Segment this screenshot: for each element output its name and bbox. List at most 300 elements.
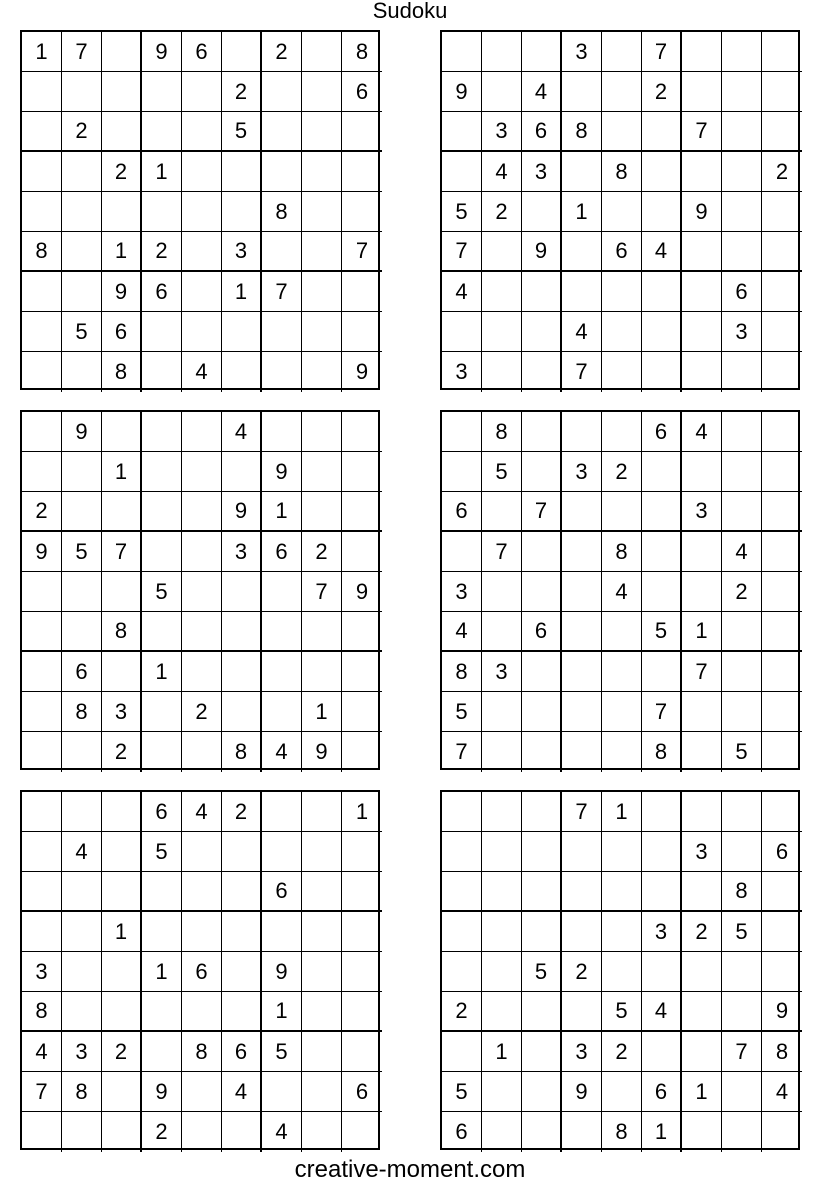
sudoku-cell [102, 652, 142, 692]
sudoku-cell [522, 912, 562, 952]
sudoku-cell [562, 72, 602, 112]
sudoku-cell: 1 [222, 272, 262, 312]
sudoku-cell: 1 [142, 152, 182, 192]
sudoku-cell [682, 572, 722, 612]
sudoku-cell [482, 352, 522, 392]
sudoku-cell [682, 312, 722, 352]
sudoku-cell [262, 352, 302, 392]
sudoku-cell [682, 992, 722, 1032]
sudoku-cell [62, 992, 102, 1032]
sudoku-cell [62, 952, 102, 992]
sudoku-cell: 3 [682, 492, 722, 532]
sudoku-cell [522, 992, 562, 1032]
sudoku-cell: 1 [142, 952, 182, 992]
sudoku-cell: 4 [222, 412, 262, 452]
sudoku-cell [142, 312, 182, 352]
sudoku-cell [342, 492, 382, 532]
sudoku-cell [62, 72, 102, 112]
sudoku-cell [482, 1072, 522, 1112]
sudoku-cell: 3 [102, 692, 142, 732]
sudoku-cell: 5 [442, 1072, 482, 1112]
sudoku-cell [682, 72, 722, 112]
sudoku-cell [22, 732, 62, 772]
sudoku-cell [602, 1072, 642, 1112]
sudoku-cell: 9 [222, 492, 262, 532]
sudoku-cell: 6 [602, 232, 642, 272]
sudoku-cell: 2 [222, 72, 262, 112]
sudoku-cell [182, 112, 222, 152]
sudoku-cell [302, 492, 342, 532]
sudoku-cell [562, 692, 602, 732]
sudoku-cell [762, 952, 802, 992]
sudoku-cell: 6 [642, 1072, 682, 1112]
sudoku-cell: 5 [642, 612, 682, 652]
sudoku-cell [602, 112, 642, 152]
sudoku-cell: 9 [682, 192, 722, 232]
sudoku-cell [562, 272, 602, 312]
sudoku-cell [602, 352, 642, 392]
sudoku-cell: 5 [222, 112, 262, 152]
sudoku-cell [22, 72, 62, 112]
sudoku-cell [302, 792, 342, 832]
sudoku-cell [22, 152, 62, 192]
page-title: Sudoku [372, 0, 448, 23]
sudoku-cell: 9 [262, 452, 302, 492]
sudoku-cell: 6 [222, 1032, 262, 1072]
sudoku-cell [342, 832, 382, 872]
sudoku-cell [682, 732, 722, 772]
sudoku-cell [722, 832, 762, 872]
sudoku-cell [762, 312, 802, 352]
sudoku-cell [62, 272, 102, 312]
sudoku-cell [262, 112, 302, 152]
sudoku-cell [522, 32, 562, 72]
sudoku-cell [302, 832, 342, 872]
sudoku-cell [222, 652, 262, 692]
sudoku-cell: 4 [262, 732, 302, 772]
sudoku-cell [102, 32, 142, 72]
sudoku-cell [762, 1112, 802, 1152]
sudoku-cell: 4 [442, 272, 482, 312]
sudoku-cell [262, 232, 302, 272]
sudoku-cell: 2 [642, 72, 682, 112]
sudoku-cell [22, 272, 62, 312]
sudoku-cell: 4 [562, 312, 602, 352]
sudoku-cell [722, 652, 762, 692]
sudoku-cell: 4 [602, 572, 642, 612]
sudoku-cell [722, 32, 762, 72]
sudoku-cell [22, 692, 62, 732]
sudoku-cell [262, 612, 302, 652]
sudoku-cell [182, 912, 222, 952]
sudoku-cell [762, 192, 802, 232]
sudoku-cell: 5 [62, 312, 102, 352]
sudoku-cell: 4 [22, 1032, 62, 1072]
sudoku-cell: 7 [102, 532, 142, 572]
sudoku-cell: 1 [102, 452, 142, 492]
sudoku-cell [442, 912, 482, 952]
sudoku-cell [642, 952, 682, 992]
sudoku-cell: 2 [142, 232, 182, 272]
sudoku-cell: 4 [722, 532, 762, 572]
sudoku-cell [442, 1032, 482, 1072]
sudoku-cell [762, 692, 802, 732]
sudoku-grid-6 [440, 790, 800, 1150]
sudoku-cell: 7 [442, 732, 482, 772]
sudoku-cell [442, 152, 482, 192]
sudoku-cell: 2 [602, 1032, 642, 1072]
sudoku-cell [642, 112, 682, 152]
sudoku-cell: 3 [522, 152, 562, 192]
sudoku-cell [562, 992, 602, 1032]
sudoku-cell [142, 192, 182, 232]
sudoku-cell [222, 452, 262, 492]
sudoku-cell [442, 412, 482, 452]
sudoku-cell [342, 192, 382, 232]
sudoku-cell: 8 [442, 652, 482, 692]
sudoku-cell: 1 [482, 1032, 522, 1072]
sudoku-cell [62, 872, 102, 912]
sudoku-cell [102, 952, 142, 992]
sudoku-cell [722, 232, 762, 272]
sudoku-cell [562, 872, 602, 912]
sudoku-cell [262, 572, 302, 612]
sudoku-cell [22, 192, 62, 232]
sudoku-cell [342, 912, 382, 952]
sudoku-cell: 9 [262, 952, 302, 992]
sudoku-cell [522, 1112, 562, 1152]
sudoku-cell [182, 312, 222, 352]
sudoku-cell [722, 1072, 762, 1112]
sudoku-cell [522, 792, 562, 832]
sudoku-cell: 4 [522, 72, 562, 112]
sudoku-cell: 7 [722, 1032, 762, 1072]
sudoku-cell [182, 872, 222, 912]
sudoku-cell [62, 1112, 102, 1152]
sudoku-cell [62, 452, 102, 492]
sudoku-cell [602, 872, 642, 912]
sudoku-cell: 4 [262, 1112, 302, 1152]
sudoku-cell: 7 [262, 272, 302, 312]
sudoku-cell: 3 [682, 832, 722, 872]
sudoku-cell [642, 452, 682, 492]
sudoku-cell: 5 [602, 992, 642, 1032]
sudoku-cell [642, 832, 682, 872]
sudoku-cell: 1 [342, 792, 382, 832]
sudoku-cell [482, 992, 522, 1032]
sudoku-cell: 1 [562, 192, 602, 232]
sudoku-grid-2 [440, 30, 800, 390]
sudoku-cell [262, 912, 302, 952]
sudoku-cell [482, 572, 522, 612]
sudoku-cell [182, 452, 222, 492]
sudoku-cell: 6 [262, 872, 302, 912]
sudoku-cell: 9 [102, 272, 142, 312]
sudoku-cell [482, 232, 522, 272]
sudoku-cell [222, 992, 262, 1032]
sudoku-cell [562, 732, 602, 772]
sudoku-cell [522, 1072, 562, 1112]
sudoku-cell [762, 492, 802, 532]
sudoku-cell [182, 152, 222, 192]
sudoku-cell [22, 792, 62, 832]
sudoku-cell [222, 872, 262, 912]
sudoku-cell: 7 [302, 572, 342, 612]
sudoku-cell: 5 [142, 832, 182, 872]
sudoku-cell: 9 [762, 992, 802, 1032]
sudoku-cell: 2 [102, 732, 142, 772]
sudoku-cell: 6 [522, 112, 562, 152]
sudoku-cell [722, 992, 762, 1032]
sudoku-cell [102, 412, 142, 452]
sudoku-cell [762, 652, 802, 692]
sudoku-cell [522, 352, 562, 392]
sudoku-cell [722, 492, 762, 532]
sudoku-cell: 4 [482, 152, 522, 192]
sudoku-cell [642, 532, 682, 572]
sudoku-cell [602, 312, 642, 352]
sudoku-cell [562, 832, 602, 872]
sudoku-cell: 4 [222, 1072, 262, 1112]
sudoku-cell: 8 [482, 412, 522, 452]
sudoku-cell: 7 [62, 32, 102, 72]
sudoku-cell [302, 412, 342, 452]
sudoku-cell: 4 [762, 1072, 802, 1112]
sudoku-cell: 1 [142, 652, 182, 692]
sudoku-cell [142, 912, 182, 952]
sudoku-cell [22, 572, 62, 612]
sudoku-cell [302, 232, 342, 272]
sudoku-cell [722, 952, 762, 992]
sudoku-cell: 3 [642, 912, 682, 952]
sudoku-cell [62, 152, 102, 192]
site-footer: creative-moment.com [294, 1156, 526, 1183]
sudoku-cell: 4 [182, 352, 222, 392]
sudoku-cell [482, 492, 522, 532]
sudoku-cell: 9 [22, 532, 62, 572]
sudoku-cell [642, 872, 682, 912]
sudoku-cell [342, 412, 382, 452]
sudoku-cell [562, 572, 602, 612]
sudoku-cell: 5 [722, 912, 762, 952]
sudoku-cell [562, 652, 602, 692]
sudoku-cell [102, 792, 142, 832]
sudoku-cell: 6 [182, 32, 222, 72]
sudoku-cell [342, 272, 382, 312]
sudoku-cell [342, 1112, 382, 1152]
sudoku-cell [482, 72, 522, 112]
sudoku-cell [642, 572, 682, 612]
sudoku-cell [222, 1112, 262, 1152]
sudoku-cell: 8 [62, 692, 102, 732]
sudoku-cell [762, 612, 802, 652]
sudoku-cell [722, 352, 762, 392]
sudoku-cell [522, 452, 562, 492]
sudoku-cell [602, 952, 642, 992]
sudoku-cell: 8 [602, 532, 642, 572]
sudoku-cell [302, 872, 342, 912]
sudoku-cell [222, 692, 262, 732]
sudoku-cell [682, 152, 722, 192]
sudoku-cell [522, 572, 562, 612]
sudoku-cell [102, 832, 142, 872]
sudoku-cell [762, 352, 802, 392]
sudoku-cell: 4 [182, 792, 222, 832]
sudoku-cell: 8 [262, 192, 302, 232]
sudoku-cell [182, 492, 222, 532]
sudoku-cell [442, 312, 482, 352]
sudoku-cell [722, 72, 762, 112]
sudoku-cell [182, 1112, 222, 1152]
sudoku-cell [682, 792, 722, 832]
sudoku-cell [762, 572, 802, 612]
sudoku-cell [262, 312, 302, 352]
sudoku-cell [342, 992, 382, 1032]
sudoku-cell [302, 192, 342, 232]
sudoku-cell [602, 272, 642, 312]
sudoku-cell [342, 112, 382, 152]
sudoku-cell [142, 612, 182, 652]
sudoku-cell [482, 272, 522, 312]
sudoku-cell [762, 412, 802, 452]
sudoku-cell [302, 72, 342, 112]
sudoku-cell [442, 792, 482, 832]
sudoku-cell [722, 1112, 762, 1152]
sudoku-cell [482, 312, 522, 352]
sudoku-cell: 1 [682, 612, 722, 652]
sudoku-cell [482, 832, 522, 872]
sudoku-cell [102, 492, 142, 532]
sudoku-cell [442, 32, 482, 72]
sudoku-cell [102, 572, 142, 612]
sudoku-cell [562, 232, 602, 272]
sudoku-cell [642, 652, 682, 692]
sudoku-cell: 6 [182, 952, 222, 992]
sudoku-cell: 9 [355, 359, 369, 384]
sudoku-cell: 3 [562, 1032, 602, 1072]
sudoku-cell [482, 692, 522, 732]
sudoku-cell: 2 [142, 1112, 182, 1152]
sudoku-cell [602, 72, 642, 112]
sudoku-cell [602, 412, 642, 452]
sudoku-cell: 5 [442, 692, 482, 732]
sudoku-cell [22, 412, 62, 452]
sudoku-cell [302, 112, 342, 152]
sudoku-cell: 2 [102, 152, 142, 192]
sudoku-cell [342, 872, 382, 912]
sudoku-cell [482, 792, 522, 832]
sudoku-cell [522, 532, 562, 572]
sudoku-cell [722, 192, 762, 232]
sudoku-cell: 3 [482, 112, 522, 152]
sudoku-cell [642, 272, 682, 312]
sudoku-cell [762, 912, 802, 952]
sudoku-cell [722, 452, 762, 492]
sudoku-cell: 7 [642, 692, 682, 732]
sudoku-cell [22, 832, 62, 872]
sudoku-cell [682, 692, 722, 732]
sudoku-cell: 9 [522, 232, 562, 272]
sudoku-cell [522, 832, 562, 872]
sudoku-cell [482, 952, 522, 992]
sudoku-cell: 5 [482, 452, 522, 492]
sudoku-cell [102, 72, 142, 112]
sudoku-cell [302, 912, 342, 952]
sudoku-cell [142, 492, 182, 532]
sudoku-grid-3 [20, 410, 380, 770]
sudoku-cell: 4 [442, 612, 482, 652]
sudoku-cell: 7 [442, 232, 482, 272]
sudoku-cell [62, 792, 102, 832]
sudoku-cell [682, 532, 722, 572]
sudoku-cell: 2 [682, 912, 722, 952]
sudoku-cell: 3 [62, 1032, 102, 1072]
sudoku-cell [62, 912, 102, 952]
sudoku-cell [302, 992, 342, 1032]
sudoku-cell: 2 [102, 1032, 142, 1072]
sudoku-cell [102, 192, 142, 232]
sudoku-cell [62, 492, 102, 532]
sudoku-cell [482, 912, 522, 952]
sudoku-cell [342, 652, 382, 692]
sudoku-cell: 5 [142, 572, 182, 612]
sudoku-cell: 5 [442, 192, 482, 232]
sudoku-cell [262, 412, 302, 452]
sudoku-cell: 8 [102, 352, 142, 392]
sudoku-cell [262, 832, 302, 872]
sudoku-cell [22, 652, 62, 692]
sudoku-cell [262, 792, 302, 832]
sudoku-cell [522, 192, 562, 232]
sudoku-cell: 1 [22, 32, 62, 72]
sudoku-cell: 8 [102, 612, 142, 652]
sudoku-cell [182, 732, 222, 772]
sudoku-cell: 5 [62, 532, 102, 572]
sudoku-cell [522, 1032, 562, 1072]
sudoku-cell [682, 1032, 722, 1072]
sudoku-cell [102, 1072, 142, 1112]
sudoku-cell [522, 272, 562, 312]
sudoku-grid-4 [440, 410, 800, 770]
sudoku-cell: 8 [342, 32, 382, 72]
sudoku-cell [762, 272, 802, 312]
sudoku-cell [182, 832, 222, 872]
sudoku-cell [522, 872, 562, 912]
sudoku-cell: 3 [482, 652, 522, 692]
sudoku-cell: 2 [302, 532, 342, 572]
sudoku-cell [602, 32, 642, 72]
sudoku-cell [22, 352, 62, 392]
sudoku-cell: 6 [342, 1072, 382, 1112]
sudoku-cell [302, 1112, 342, 1152]
sudoku-cell: 6 [642, 412, 682, 452]
sudoku-cell [182, 652, 222, 692]
sudoku-cell: 2 [182, 692, 222, 732]
sudoku-cell: 3 [722, 312, 762, 352]
sudoku-cell [522, 652, 562, 692]
sudoku-cell: 6 [442, 1112, 482, 1152]
sudoku-cell [762, 72, 802, 112]
sudoku-cell: 4 [62, 832, 102, 872]
sudoku-cell [482, 872, 522, 912]
sudoku-cell [642, 352, 682, 392]
sudoku-cell: 3 [562, 452, 602, 492]
sudoku-cell [22, 872, 62, 912]
sudoku-cell: 1 [102, 232, 142, 272]
sudoku-cell [602, 612, 642, 652]
sudoku-cell [522, 692, 562, 732]
sudoku-cell [642, 492, 682, 532]
